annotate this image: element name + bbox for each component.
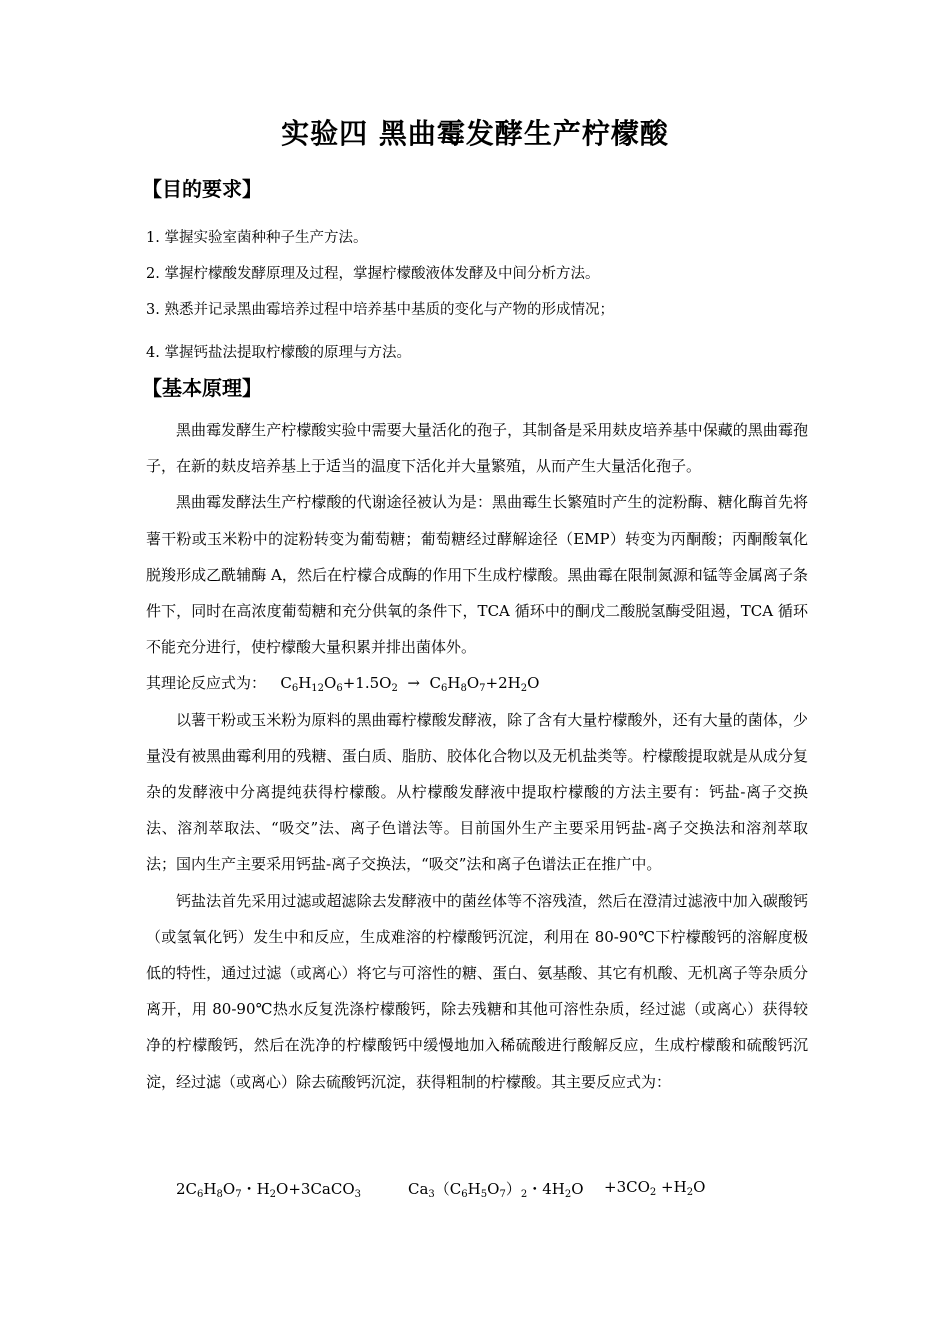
- principle-paragraph-3: 以薯干粉或玉米粉为原料的黑曲霉柠檬酸发酵液，除了含有大量柠檬酸外，还有大量的菌体，少量没有被黑曲霉利用的残糖、蛋白质、脂肪、胶体化合物以及无机盐类等。柠檬酸提取就是从成分复杂的发酵液中分离提纯获得柠檬酸。从柠檬酸发酵液中提取柠檬酸的方法主要有：钙盐-离子交换法、溶剂萃取法、“吸交”法、离子色谱法等。目前国外生产主要采用钙盐-离子交换法和溶剂萃取法；国内生产主要采用钙盐-离子交换法，“吸交”法和离子色谱法正在推广中。: [146, 710, 808, 874]
- reaction-equation-2-left: $2C_6H_8O_7$・$H_2O+3CaCO_3$: [176, 1180, 362, 1200]
- principle-paragraph-1: 黑曲霉发酵生产柠檬酸实验中需要大量活化的孢子，其制备是采用麸皮培养基中保藏的黑曲霉孢子，在新的麸皮培养基上于适当的温度下活化并大量繁殖，从而产生大量活化孢子。: [146, 421, 808, 476]
- purpose-item-4: 4. 掌握钙盐法提取柠檬酸的原理与方法。: [146, 345, 411, 361]
- purpose-item-1: 1. 掌握实验室菌种种子生产方法。: [146, 230, 368, 246]
- principle-paragraph-2: 黑曲霉发酵法生产柠檬酸的代谢途径被认为是：黑曲霉生长繁殖时产生的淀粉酶、糖化酶首先将薯干粉或玉米粉中的淀粉转变为葡萄糖；葡萄糖经过酵解途径（EMP）转变为丙酮酸；丙酮酸氧化脱羧形成乙酰辅酶 A，然后在柠檬合成酶的作用下生成柠檬酸。黑曲霉在限制氮源和锰等金属离子条件下，同时在高浓度葡萄糖和充分供氧的条件下，TCA 循环中的酮戊二酸脱氢酶受阻遏，TCA 循环不能充分进行，使柠檬酸大量积累并排出菌体外。: [146, 493, 808, 657]
- reaction-equation-2-right: $+3CO_2 +H_2O$: [604, 1178, 706, 1198]
- reaction-label: 其理论反应式为：: [146, 674, 267, 693]
- section-heading-principle: 【基本原理】: [142, 376, 262, 400]
- principle-paragraph-4: 钙盐法首先采用过滤或超滤除去发酵液中的菌丝体等不溶残渣，然后在澄清过滤液中加入碳酸钙（或氢氧化钙）发生中和反应，生成难溶的柠檬酸钙沉淀，利用在 80-90℃下柠檬酸钙的溶解度极低的特性，通过过滤（或离心）将它与可溶性的糖、蛋白、氨基酸、其它有机酸、无机离子等杂质分离开，用 80-90℃热水反复洗涤柠檬酸钙，除去残糖和其他可溶性杂质，经过滤（或离心）获得较净的柠檬酸钙，然后在洗净的柠檬酸钙中缓慢地加入稀硫酸进行酸解反应，生成柠檬酸和硫酸钙沉淀，经过滤（或离心）除去硫酸钙沉淀，获得粗制的柠檬酸。其主要反应式为：: [146, 891, 808, 1091]
- purpose-item-2: 2. 掌握柠檬酸发酵原理及过程，掌握柠檬酸液体发酵及中间分析方法。: [146, 266, 600, 282]
- principle-body: [146, 412, 808, 1100]
- reaction-arrow: →: [407, 674, 420, 693]
- reaction-equation-1: 其理论反应式为： $C_6H_{12}O_6+1.5O_2 \to C_6H_8O_7+2H_2O$: [146, 674, 540, 695]
- section-heading-purpose: 【目的要求】: [142, 177, 262, 201]
- page-title: 实验四 黑曲霉发酵生产柠檬酸: [281, 117, 669, 150]
- purpose-item-3: 3. 熟悉并记录黑曲霉培养过程中培养基中基质的变化与产物的形成情况；: [146, 302, 614, 318]
- reaction-equation-2-middle: $Ca_3(C_6H_5O_7)_2$・$4H_2O$: [408, 1180, 584, 1200]
